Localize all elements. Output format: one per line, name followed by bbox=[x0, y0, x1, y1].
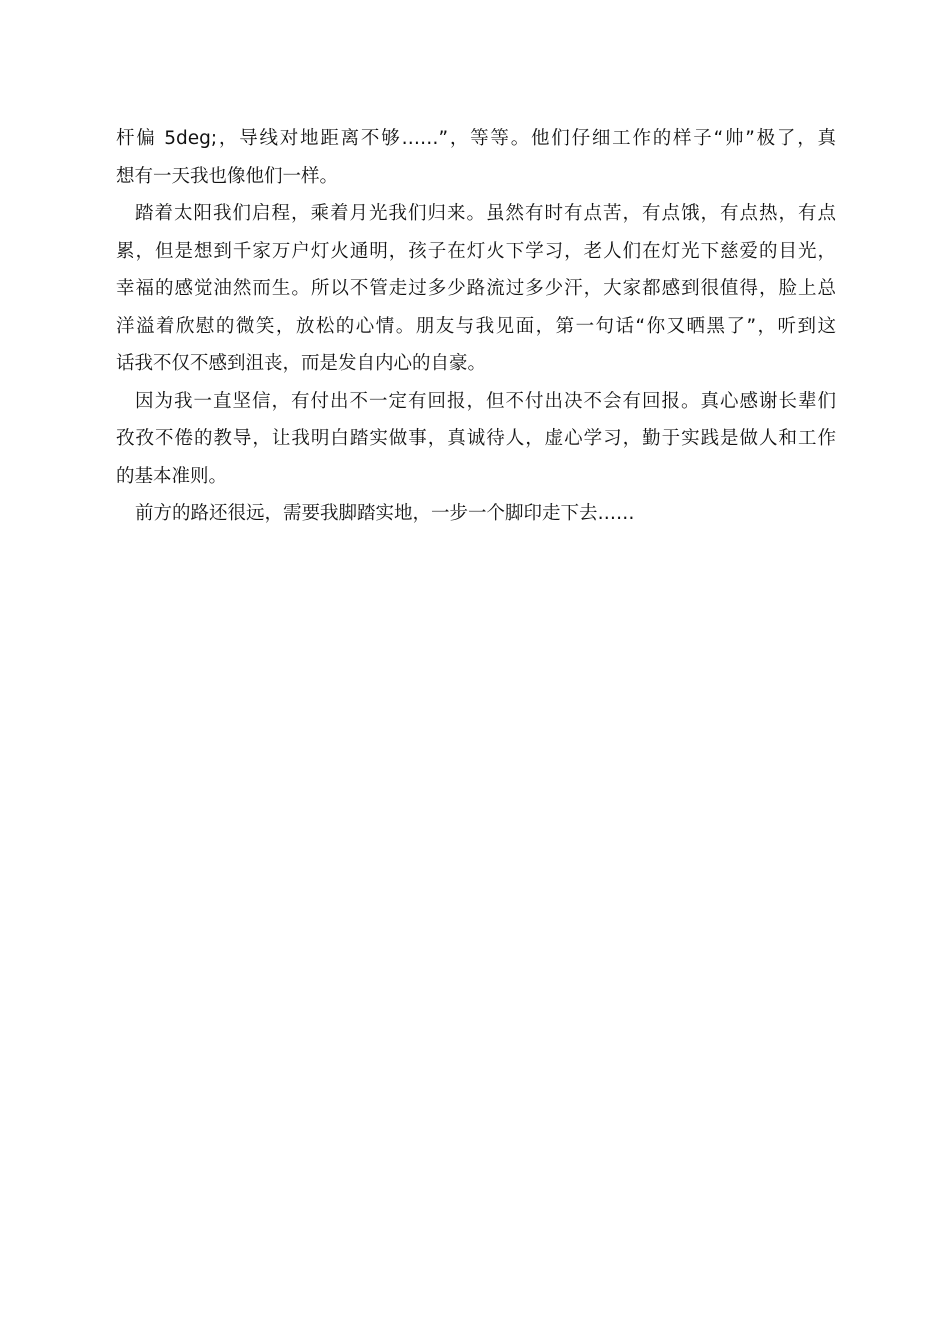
text-line: 孜孜不倦的教导，让我明白踏实做事，真诚待人，虚心学习，勤于实践是做人和工作 bbox=[116, 428, 836, 449]
text-line: 踏着太阳我们启程，乘着月光我们归来。虽然有时有点苦，有点饿，有点热，有点 bbox=[135, 203, 836, 224]
text-line: 前方的路还很远，需要我脚踏实地，一步一个脚印走下去…… bbox=[135, 503, 635, 524]
paragraph-gratitude bbox=[116, 383, 836, 496]
paragraph-closing bbox=[116, 495, 836, 533]
paragraph-daily-work bbox=[116, 195, 836, 383]
text-line: 话我不仅不感到沮丧，而是发自内心的自豪。 bbox=[116, 353, 487, 374]
text-line: 的基本准则。 bbox=[116, 465, 228, 487]
document-body bbox=[116, 120, 836, 533]
paragraph-work-observation bbox=[116, 120, 836, 195]
text-line: 想有一天我也像他们一样。 bbox=[116, 165, 339, 187]
text-line: 洋溢着欣慰的微笑，放松的心情。朋友与我见面，第一句话“你又晒黑了”，听到这 bbox=[116, 315, 836, 337]
text-line: 累，但是想到千家万户灯火通明，孩子在灯火下学习，老人们在灯光下慈爱的目光， bbox=[116, 240, 836, 262]
text-line: 因为我一直坚信，有付出不一定有回报，但不付出决不会有回报。真心感谢长辈们 bbox=[135, 390, 836, 412]
text-line: 幸福的感觉油然而生。所以不管走过多少路流过多少汗，大家都感到很值得，脸上总 bbox=[116, 278, 836, 299]
text-line: 杆偏 5deg;，导线对地距离不够……”，等等。他们仔细工作的样子“帅”极了，真 bbox=[116, 128, 836, 149]
